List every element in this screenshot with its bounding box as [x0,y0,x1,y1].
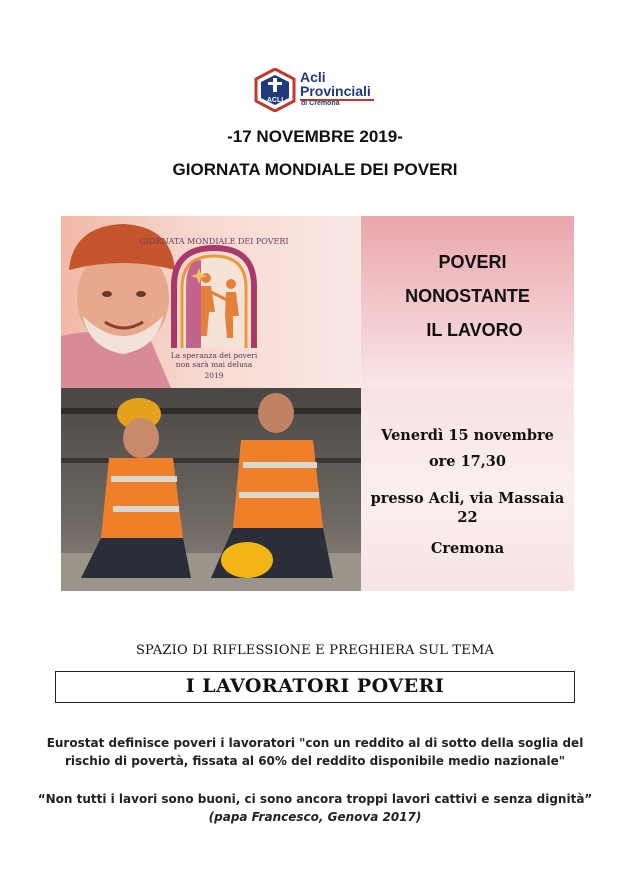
reflection-subtitle: SPAZIO DI RIFLESSIONE E PREGHIERA SUL TEMA [135,643,495,658]
workers-panel [61,388,361,591]
emblem-motto-2: non sarà mai delusa [175,360,253,369]
eurostat-quote-line-2: rischio di povertà, fissata al 60% del reddito disponibile medio nazionale" [65,754,565,768]
event-city: Cremona [430,540,505,557]
elderly-man-photo [61,216,361,388]
pope-quote: “Non tutti i lavori sono buoni, ci sono ancora troppi lavori cattivi e senza dignità” [37,792,593,806]
acli-emblem-icon [254,68,296,112]
logo-line-acli: Acli [300,69,326,85]
headline-line-3: IL LAVORO [426,320,523,340]
emblem-arc-text: GIORNATA MONDIALE DEI POVERI [139,237,289,246]
logo-line-provinciali: Provinciali [300,83,371,99]
emblem-year: 2019 [204,371,224,380]
headline-line-1: POVERI [438,252,507,272]
elderly-man-panel [61,216,361,388]
event-date: Venerdì 15 novembre [381,427,554,444]
workers-photo [61,388,361,591]
event-time: ore 17,30 [429,453,506,470]
date-title: -17 NOVEMBRE 2019- [227,127,403,146]
emblem-motto-1: La speranza dei poveri [170,351,258,360]
event-title: GIORNATA MONDIALE DEI POVERI [172,160,458,179]
logo-mark-text: ACLI [266,97,284,104]
theme-title: I LAVORATORI POVERI [185,675,445,697]
pope-quote-source: (papa Francesco, Genova 2017) [208,810,422,824]
eurostat-quote-line-1: Eurostat definisce poveri i lavoratori "con un reddito al di sotto della soglia del [46,736,584,750]
event-place: presso Acli, via Massaia [370,490,565,507]
logo-line-city: di Cremona [301,100,340,107]
headline-line-2: NONOSTANTE [405,286,530,306]
acli-logo [254,66,384,116]
event-place-number: 22 [457,509,478,526]
poster-block [61,216,574,591]
